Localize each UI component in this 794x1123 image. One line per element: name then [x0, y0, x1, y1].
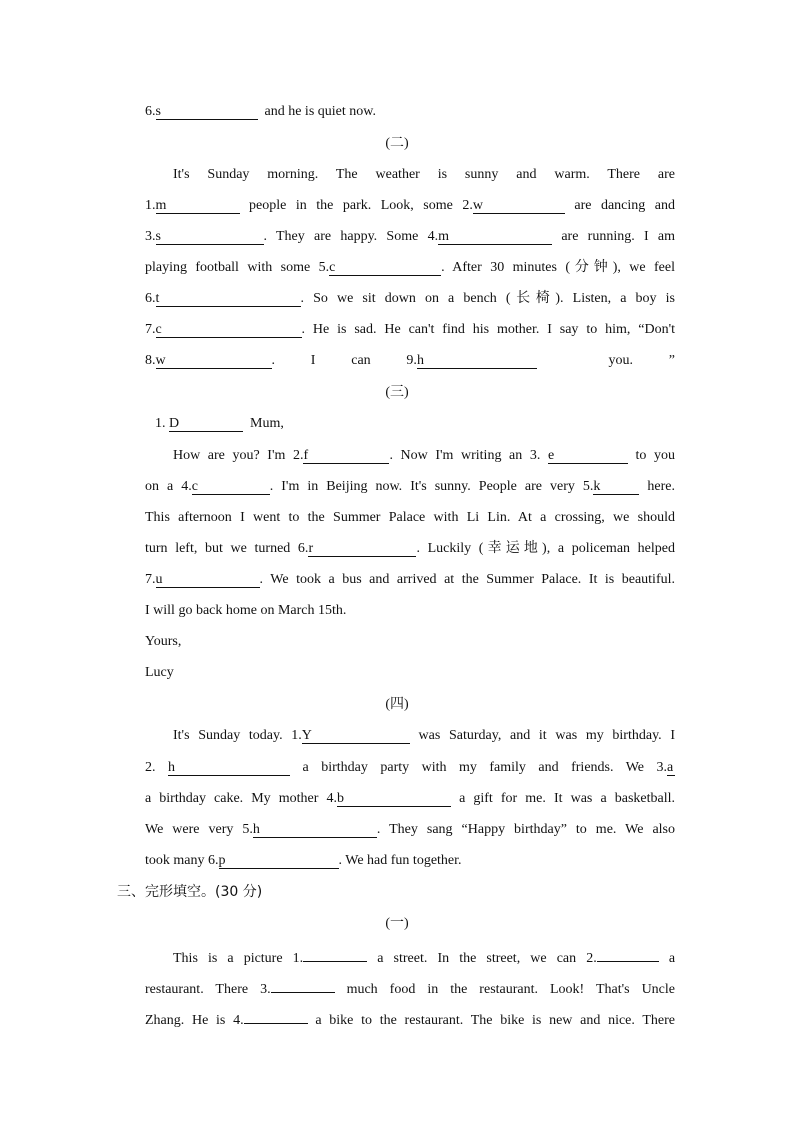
text: . They are happy. Some 4.: [263, 229, 439, 244]
first-letter: s: [155, 104, 161, 119]
section-heading-3: (三): [385, 385, 409, 400]
passage-2-line-4: [145, 259, 675, 277]
answer-blank-9[interactable]: [417, 353, 537, 369]
num: 3.: [145, 229, 156, 244]
first-letter: h: [252, 822, 260, 837]
passage-2-line-6: [145, 321, 675, 339]
letter-line-4: This afternoon I went to the Summer Palace with Li Lin. At a crossing, we should: [145, 510, 675, 525]
text: people in the park. Look, some 2.: [249, 198, 473, 213]
passage-2-line-1: It's Sunday morning. The weather is sunny and warm. There are: [173, 167, 675, 182]
text: . We took a bus and arrived at the Summer Palace. It is beautiful.: [259, 572, 675, 587]
first-letter: w: [155, 353, 166, 368]
line-6s: [145, 103, 675, 121]
text: . After 30 minutes (分钟), we feel: [441, 260, 675, 275]
text: . Luckily (幸运地), a policeman helped: [416, 541, 675, 556]
first-letter: s: [155, 229, 161, 244]
answer-blank-8[interactable]: [156, 353, 272, 369]
text: . They sang “Happy birthday” to me. We also: [376, 822, 675, 837]
num: 7.: [145, 322, 156, 337]
first-letter: c: [329, 260, 336, 275]
first-letter: h: [168, 760, 175, 775]
passage-2-line-5: [145, 290, 675, 308]
cloze-line-3: [145, 1008, 675, 1030]
text: We were very 5.: [145, 822, 253, 837]
answer-blank-5[interactable]: [329, 260, 441, 276]
letter-line-3: [145, 478, 675, 496]
first-letter: e: [547, 448, 555, 463]
passage-4-line-4: [145, 821, 675, 839]
passage-2-line-7: [145, 352, 675, 370]
text: restaurant. There 3.: [145, 982, 271, 997]
num: 7.: [145, 572, 156, 587]
num: 6.: [145, 291, 156, 306]
text: . So we sit down on a bench (长椅). Listen, a boy is: [300, 291, 675, 306]
text: . He is sad. He can't find his mother. I say to him, “Don't: [301, 322, 675, 337]
cloze-blank-1[interactable]: [303, 946, 367, 962]
answer-blank-7[interactable]: [156, 322, 302, 338]
text: a street. In the street, we can 2.: [377, 951, 597, 966]
first-letter: k: [593, 479, 601, 494]
text: . I can 9.: [271, 353, 417, 368]
answer-blank-6[interactable]: [156, 104, 258, 120]
answer-blank-2[interactable]: [473, 198, 565, 214]
text: much food in the restaurant. Look! That's Uncle: [346, 982, 676, 997]
text: here.: [647, 479, 675, 494]
text: How are you? I'm 2.: [173, 448, 304, 463]
cloze-blank-4[interactable]: [244, 1008, 308, 1024]
text: . Now I'm writing an 3.: [389, 448, 548, 463]
answer-blank-h[interactable]: [168, 760, 290, 776]
cloze-blank-3[interactable]: [271, 977, 335, 993]
first-letter: Y: [301, 728, 312, 743]
section-title-cloze: 三、完形填空。(30 分): [117, 884, 263, 900]
answer-blank-d[interactable]: [169, 416, 243, 432]
answer-blank-4[interactable]: [438, 229, 552, 245]
passage-2-line-3: [145, 228, 675, 246]
text: took many 6.: [145, 853, 219, 868]
first-letter: m: [155, 198, 167, 213]
answer-blank-e[interactable]: [548, 448, 628, 464]
letter-line-6: [145, 571, 675, 589]
passage-4-line-3: [145, 790, 675, 808]
first-letter: t: [155, 291, 160, 306]
first-letter: c: [191, 479, 198, 494]
cloze-blank-2[interactable]: [597, 946, 659, 962]
first-letter: r: [308, 541, 314, 556]
passage-4-line-5: [145, 852, 675, 870]
text: a birthday party with my family and friends. We 3.: [302, 760, 668, 775]
text: . I'm in Beijing now. It's sunny. People are very 5.: [269, 479, 594, 494]
first-letter: b: [337, 791, 344, 806]
answer-blank-f[interactable]: [303, 448, 389, 464]
letter-line-5: [145, 540, 675, 558]
text: was Saturday, and it was my birthday. I: [418, 728, 676, 743]
answer-blank-b[interactable]: [337, 791, 451, 807]
section-heading-4: (四): [385, 697, 409, 712]
answer-blank-r[interactable]: [308, 541, 416, 557]
num: 2.: [145, 760, 168, 775]
passage-2-line-2: [145, 197, 675, 215]
passage-4-line-2: [145, 759, 675, 777]
letter-closing: Yours,: [145, 634, 182, 649]
text: a: [668, 951, 676, 966]
cloze-line-1: [145, 946, 675, 968]
text: a bike to the restaurant. The bike is new and nice. There: [315, 1013, 676, 1028]
text: you. ”: [608, 353, 675, 368]
answer-blank-c[interactable]: [192, 479, 270, 495]
line-text: and he is quiet now.: [264, 104, 376, 119]
letter-line-7: I will go back home on March 15th.: [145, 603, 347, 618]
letter-line-2: [145, 447, 675, 465]
answer-blank-p[interactable]: [219, 853, 339, 869]
letter-greeting: [155, 415, 685, 433]
text: Mum,: [250, 416, 284, 431]
letter-signature: Lucy: [145, 665, 174, 680]
text: are running. I am: [561, 229, 676, 244]
first-letter: w: [472, 198, 483, 213]
cloze-line-2: [145, 977, 675, 999]
answer-blank-3[interactable]: [156, 229, 264, 245]
answer-blank-a[interactable]: [667, 760, 675, 776]
answer-blank-y[interactable]: [302, 728, 410, 744]
text: a gift for me. It was a basketball.: [459, 791, 675, 806]
first-letter: f: [303, 448, 309, 463]
first-letter: m: [438, 229, 449, 244]
answer-blank-u[interactable]: [156, 572, 260, 588]
first-letter: c: [155, 322, 162, 337]
first-letter: a: [667, 760, 674, 775]
text: turn left, but we turned 6.: [145, 541, 309, 556]
first-letter: h: [416, 353, 424, 368]
text: It's Sunday today. 1.: [173, 728, 302, 743]
text: This is a picture 1.: [173, 951, 304, 966]
section-heading-5: (一): [385, 916, 409, 931]
answer-blank-h2[interactable]: [253, 822, 377, 838]
text: on a 4.: [145, 479, 192, 494]
first-letter: p: [218, 853, 226, 868]
num: 1.: [145, 198, 156, 213]
answer-blank-k[interactable]: [593, 479, 639, 495]
text: . We had fun together.: [338, 853, 462, 868]
passage-4-line-1: [145, 727, 675, 745]
num: 8.: [145, 353, 156, 368]
text: a birthday cake. My mother 4.: [145, 791, 337, 806]
item-number: 6.: [145, 104, 156, 119]
text: to you: [635, 448, 676, 463]
text: Zhang. He is 4.: [145, 1013, 244, 1028]
section-heading-2: (二): [385, 136, 409, 151]
num: 1.: [155, 416, 169, 431]
answer-blank-6b[interactable]: [156, 291, 301, 307]
text: are dancing and: [574, 198, 676, 213]
first-letter: D: [169, 416, 180, 431]
text: playing football with some 5.: [145, 260, 330, 275]
answer-blank-1[interactable]: [156, 198, 240, 214]
first-letter: u: [155, 572, 163, 587]
